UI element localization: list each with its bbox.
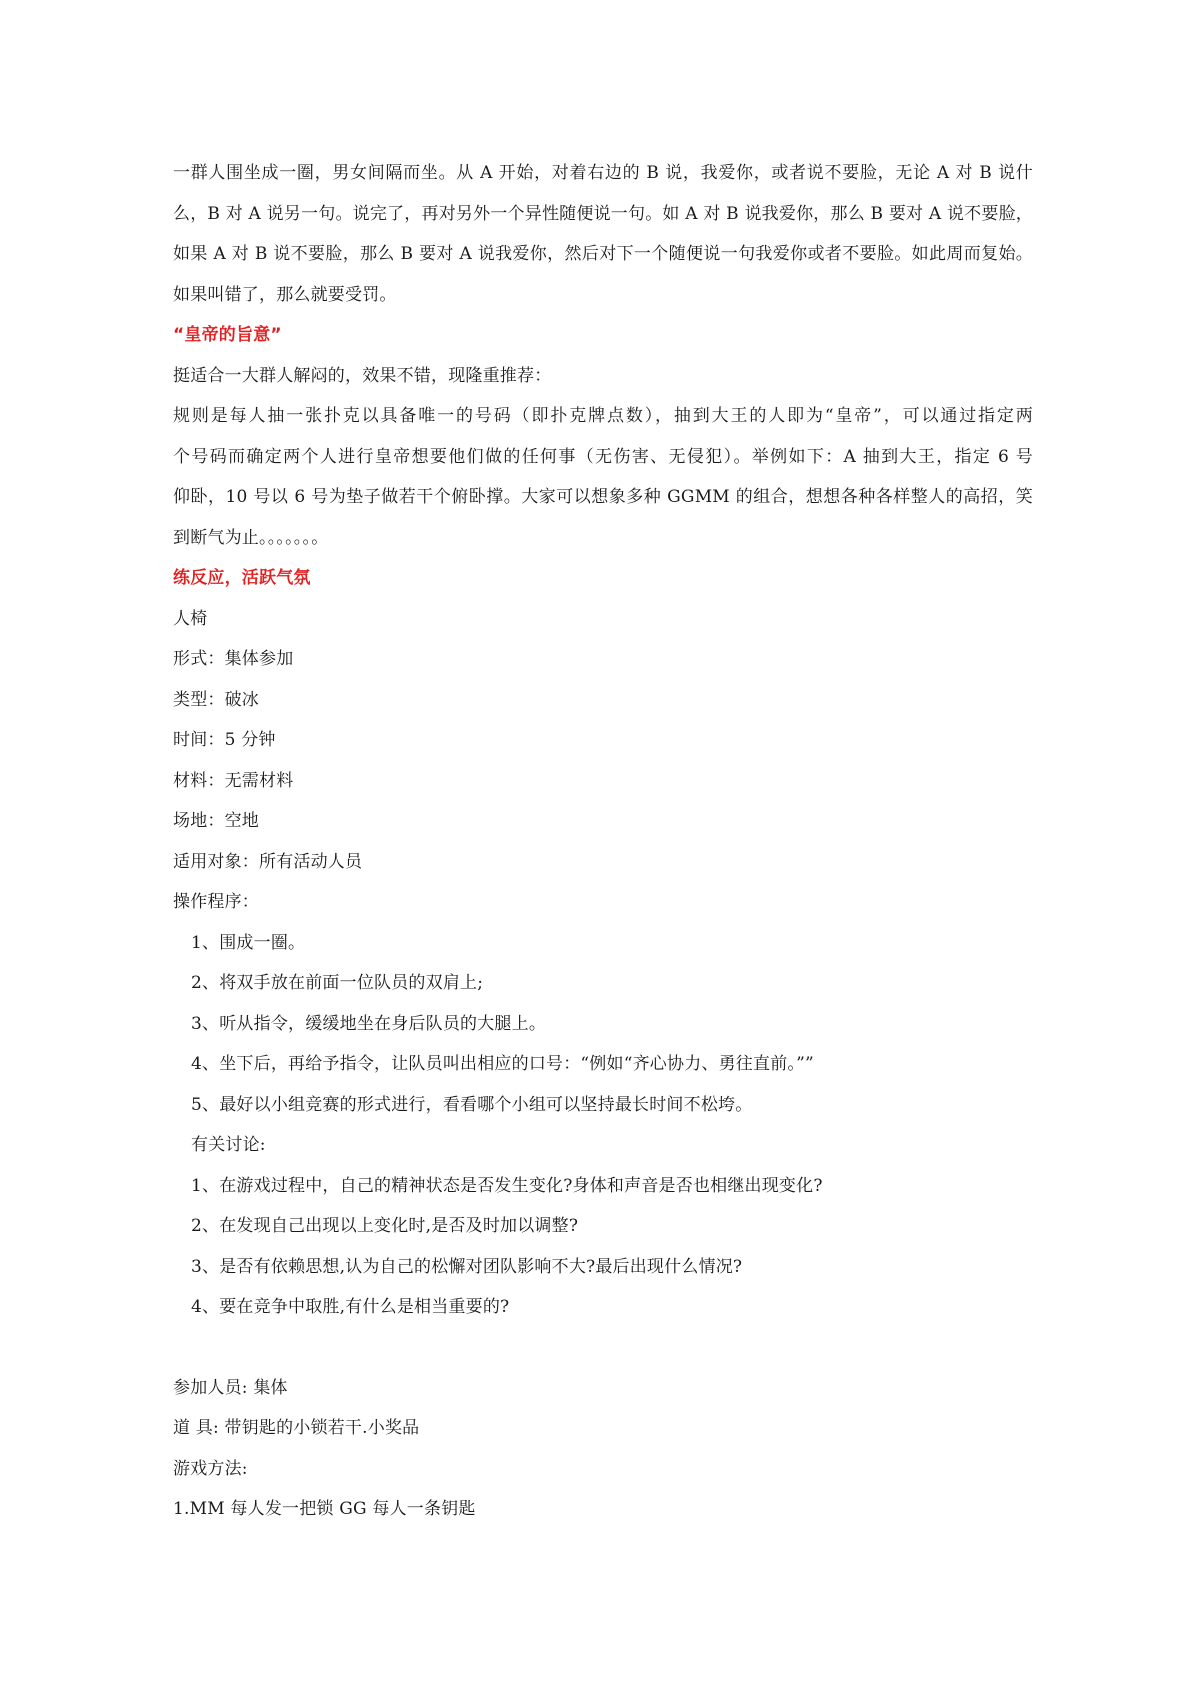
discussion-question-3: 3、是否有依赖思想,认为自己的松懈对团队影响不大?最后出现什么情况? bbox=[191, 1256, 743, 1277]
procedure-step-5: 5、最好以小组竞赛的形式进行，看看哪个小组可以坚持最长时间不松垮。 bbox=[191, 1094, 753, 1115]
section-heading-emperor: “皇帝的旨意” bbox=[173, 325, 282, 345]
emperor-rule-line-1: 规则是每人抽一张扑克以具备唯一的号码（即扑克牌点数），抽到大王的人即为“皇帝”，可以通过指定两 bbox=[173, 406, 1033, 426]
emperor-recommend: 挺适合一大群人解闷的，效果不错，现隆重推荐： bbox=[173, 365, 552, 386]
method-label: 游戏方法: bbox=[173, 1458, 248, 1479]
intro-line-1: 一群人围坐成一圈，男女间隔而坐。从 A 开始，对着右边的 B 说，我爱你，或者说不要脸，无论 A 对 B 说什 bbox=[173, 163, 1033, 183]
procedure-step-3: 3、听从指令，缓缓地坐在身后队员的大腿上。 bbox=[191, 1013, 547, 1034]
attribute-material: 材料：无需材料 bbox=[173, 770, 294, 791]
game-name: 人椅 bbox=[173, 608, 208, 629]
paragraph-gap bbox=[173, 1328, 1033, 1368]
intro-line-3: 如果 A 对 B 说不要脸，那么 B 要对 A 说我爱你，然后对下一个随便说一句我爱你或者不要脸。如此周而复始。 bbox=[173, 244, 1033, 264]
emperor-rule-line-3: 仰卧，10 号以 6 号为垫子做若干个俯卧撑。大家可以想象多种 GGMM 的组合，想想各种各样整人的高招，笑 bbox=[173, 487, 1033, 507]
procedure-step-2: 2、将双手放在前面一位队员的双肩上; bbox=[191, 973, 484, 993]
attribute-type: 类型：破冰 bbox=[173, 689, 259, 710]
intro-line-2: 么，B 对 A 说另一句。说完了，再对另外一个异性随便说一句。如 A 对 B 说我爱你，那么 B 要对 A 说不要脸， bbox=[173, 203, 1033, 224]
procedure-step-1: 1、围成一圈。 bbox=[191, 932, 306, 953]
procedure-label: 操作程序： bbox=[173, 892, 259, 912]
document-page bbox=[173, 153, 1033, 1530]
attribute-audience: 适用对象：所有活动人员 bbox=[173, 851, 363, 872]
props-line: 道 具: 带钥匙的小锁若干.小奖品 bbox=[173, 1418, 420, 1438]
participants-line: 参加人员: 集体 bbox=[173, 1377, 288, 1398]
emperor-rule-line-4: 到断气为止。。。。。。。 bbox=[173, 527, 329, 548]
discussion-question-4: 4、要在竞争中取胜,有什么是相当重要的? bbox=[191, 1297, 510, 1317]
attribute-form: 形式：集体参加 bbox=[173, 649, 294, 669]
discussion-question-2: 2、在发现自己出现以上变化时,是否及时加以调整? bbox=[191, 1216, 579, 1236]
discussion-label: 有关讨论: bbox=[191, 1135, 266, 1155]
attribute-venue: 场地：空地 bbox=[173, 811, 259, 831]
emperor-rule-line-2: 个号码而确定两个人进行皇帝想要他们做的任何事（无伤害、无侵犯）。举例如下：A 抽到大王，指定 6 号 bbox=[173, 446, 1033, 467]
method-line-1: 1.MM 每人发一把锁 GG 每人一条钥匙 bbox=[173, 1499, 476, 1519]
attribute-time: 时间：5 分钟 bbox=[173, 730, 276, 750]
intro-line-4: 如果叫错了，那么就要受罚。 bbox=[173, 284, 397, 305]
section-heading-reaction: 练反应，活跃气氛 bbox=[173, 568, 311, 588]
procedure-step-4: 4、坐下后，再给予指令，让队员叫出相应的口号：“例如“齐心协力、勇往直前。”” bbox=[191, 1054, 814, 1074]
discussion-question-1: 1、在游戏过程中，自己的精神状态是否发生变化?身体和声音是否也相继出现变化? bbox=[191, 1175, 823, 1196]
